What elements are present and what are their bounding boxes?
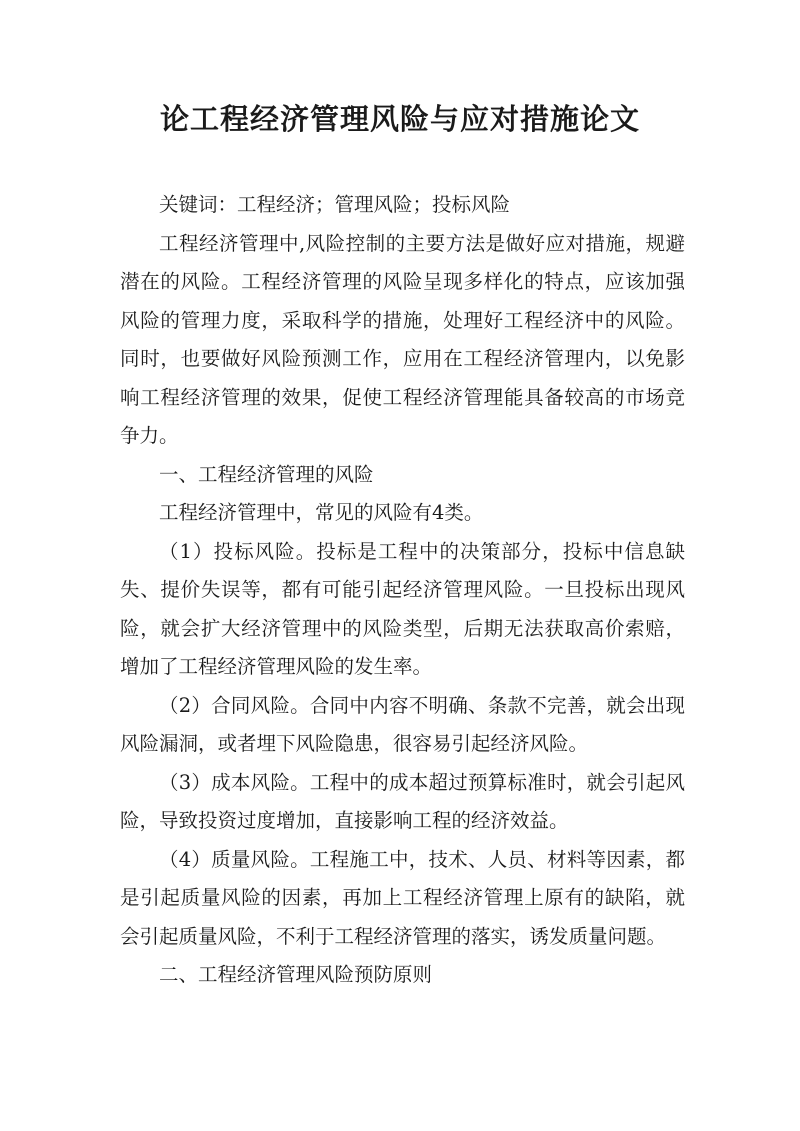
section-heading-2: 二、工程经济管理风险预防原则: [159, 963, 433, 986]
paragraph-risk-types: 工程经济管理中，常见的风险有4类。: [159, 501, 484, 524]
paragraph-contract-risk: （2）合同风险。合同中内容不明确、条款不完善，就会出现风险漏洞，或者埋下风险隐患，很容易引起经济风险。: [120, 693, 685, 755]
paragraph-quality-risk: （4）质量风险。工程施工中，技术、人员、材料等因素，都是引起质量风险的因素，再加上工程经济管理上原有的缺陷，就会引起质量风险，不利于工程经济管理的落实，诱发质量问题。: [120, 847, 685, 948]
section-heading-1: 一、工程经济管理的风险: [159, 462, 374, 486]
paragraph-bidding-risk: （1）投标风险。投标是工程中的决策部分，投标中信息缺失、提价失误等，都有可能引起经济管理风险。一旦投标出现风险，就会扩大经济管理中的风险类型，后期无法获取高价索赔，增加了工程经济管理风险的发生率。: [120, 539, 685, 678]
document-body: [120, 186, 685, 995]
keywords-line: 关键词：工程经济；管理风险；投标风险: [159, 193, 511, 216]
intro-paragraph: 工程经济管理中,风险控制的主要方法是做好应对措施，规避潜在的风险。工程经济管理的风险呈现多样化的特点，应该加强风险的管理力度，采取科学的措施，处理好工程经济中的风险。同时，也要做好风险预测工作，应用在工程经济管理内，以免影响工程经济管理的效果，促使工程经济管理能具备较高的市场竞争力。: [120, 231, 685, 447]
paragraph-cost-risk: （3）成本风险。工程中的成本超过预算标准时，就会引起风险，导致投资过度增加，直接影响工程的经济效益。: [120, 770, 685, 832]
document-title: 论工程经济管理风险与应对措施论文: [159, 102, 640, 136]
